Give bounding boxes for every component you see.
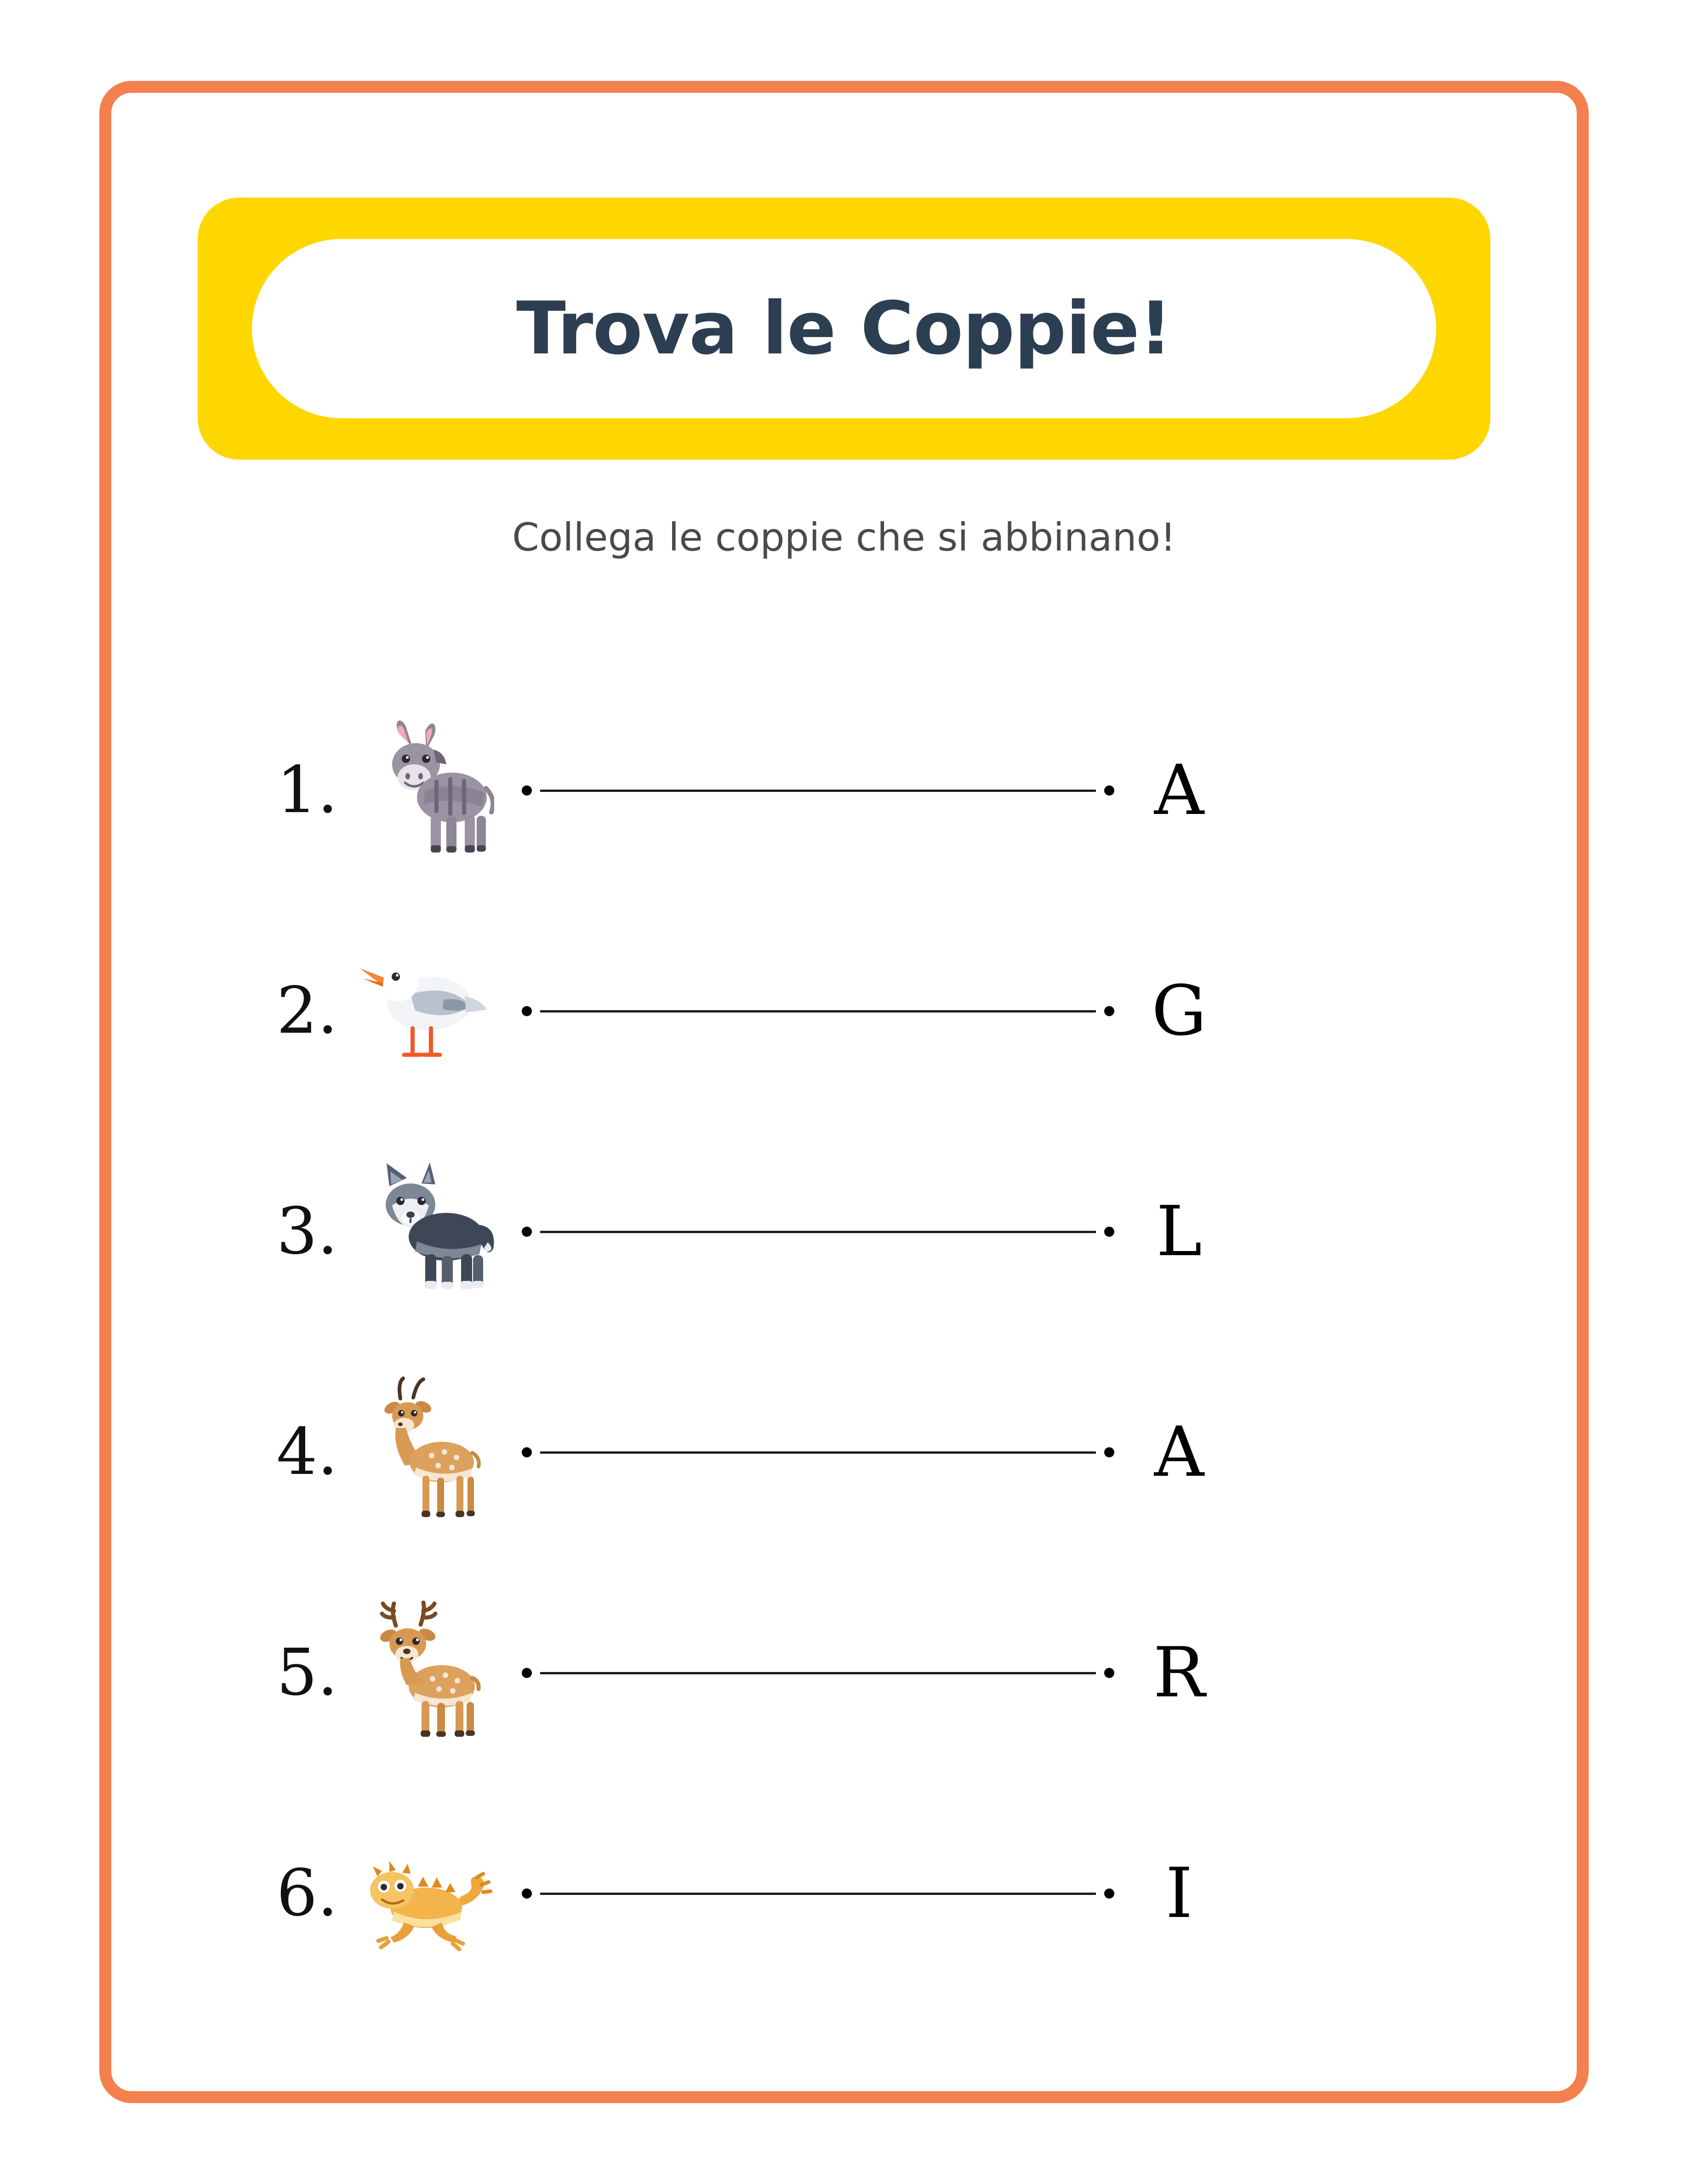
row-number: 2. [276,973,338,1048]
wolf-icon [338,1140,513,1324]
matching-rows [257,680,1232,2004]
row-number: 3. [276,1194,338,1269]
connector-dot-right[interactable] [1104,1668,1114,1678]
table-row[interactable] [257,1563,1232,1783]
connector-rule [540,1672,1096,1674]
connector-rule [540,1893,1096,1895]
row-letter: A [1154,1412,1204,1492]
connector-rule [540,1010,1096,1012]
connector-dot-right[interactable] [1104,1447,1114,1457]
connector-dot-left[interactable] [522,1888,532,1899]
connector-line[interactable] [522,777,1114,804]
connector-line[interactable] [522,1659,1114,1687]
connector-dot-right[interactable] [1104,1006,1114,1016]
row-letter: R [1153,1633,1205,1713]
row-letter: A [1154,751,1204,830]
connector-line[interactable] [522,1218,1114,1246]
connector-dot-right[interactable] [1104,1227,1114,1237]
connector-rule [540,1451,1096,1454]
title-pill [252,239,1436,418]
connector-dot-left[interactable] [522,1447,532,1457]
row-number: 6. [276,1856,338,1931]
connector-line[interactable] [522,1439,1114,1466]
table-row[interactable] [257,1783,1232,2004]
row-letter: L [1156,1192,1202,1272]
title-banner [198,198,1490,460]
row-number: 1. [276,753,338,828]
connector-line[interactable] [522,997,1114,1025]
row-letter: G [1152,971,1207,1051]
row-number: 5. [276,1635,338,1710]
instruction-text: Collega le coppie che si abbinano! [512,515,1176,560]
connector-rule [540,1231,1096,1233]
table-row[interactable] [257,1342,1232,1563]
connector-dot-left[interactable] [522,785,532,796]
connector-dot-left[interactable] [522,1668,532,1678]
page-title: Trova le Coppie! [516,286,1172,371]
connector-dot-left[interactable] [522,1006,532,1016]
gazelle-icon [338,1360,513,1544]
table-row[interactable] [257,1121,1232,1342]
row-letter: I [1165,1854,1193,1934]
table-row[interactable] [257,901,1232,1121]
lizard-icon [338,1802,513,1985]
connector-dot-right[interactable] [1104,785,1114,796]
connector-dot-right[interactable] [1104,1888,1114,1899]
donkey-icon [338,699,513,882]
connector-dot-left[interactable] [522,1227,532,1237]
deer-icon [338,1581,513,1765]
connector-line[interactable] [522,1880,1114,1907]
row-number: 4. [276,1415,338,1490]
seagull-icon [338,919,513,1103]
table-row[interactable] [257,680,1232,901]
connector-rule [540,790,1096,792]
